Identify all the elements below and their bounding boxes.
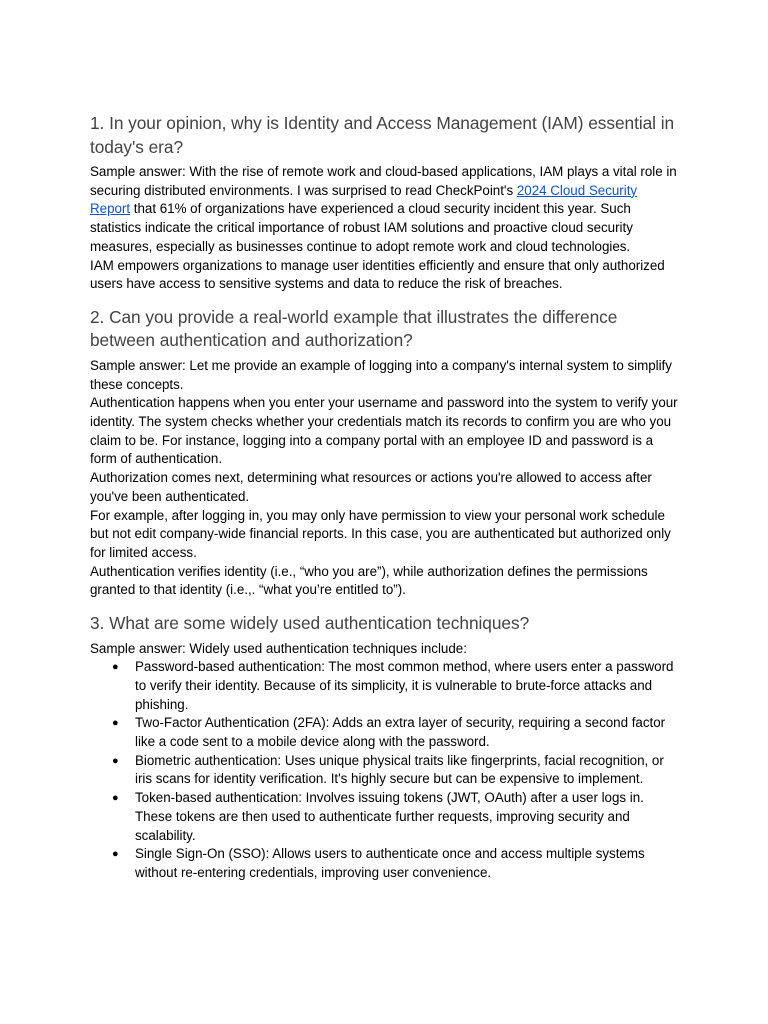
list-item [90, 845, 680, 882]
list-item-text: Two-Factor Authentication (2FA): Adds an extra layer of security, requiring a second factor like a code sent to a mobile device along with the password. [135, 715, 666, 750]
list-item-text: Token-based authentication: Involves issuing tokens (JWT, OAuth) after a user logs in. These tokens are then used to authenticate further requests, improving security and scalability. [135, 790, 644, 843]
bullet-icon: ● [112, 717, 119, 730]
question-3-section [90, 612, 680, 883]
list-item [90, 789, 680, 845]
question-1-answer-paragraph [90, 163, 680, 257]
answer-text: that 61% of organizations have experienced a cloud security incident this year. Such statistics indicate the critical importance of robust IAM solutions and proactive cloud security measures, especially as businesses continue to adopt remote work and cloud technologies. [90, 201, 633, 254]
question-1-paragraph-2: IAM empowers organizations to manage user identities efficiently and ensure that only authorized users have access to sensitive systems and data to reduce the risk of breaches. [90, 257, 665, 292]
question-2-heading: 2. Can you provide a real-world example that illustrates the difference between authentication and authorization? [90, 306, 618, 351]
authentication-techniques-list [90, 658, 680, 882]
question-2-paragraph: Sample answer: Let me provide an example of logging into a company's internal system to simplify these concepts. [90, 357, 672, 392]
question-1-section [90, 112, 680, 294]
question-2-paragraph: Authentication verifies identity (i.e., “who you are”), while authorization defines the permissions granted to that identity (i.e.,. “what you’re entitled to”). [90, 563, 648, 598]
list-item-text: Password-based authentication: The most common method, where users enter a password to verify their identity. Because of its simplicity, it is vulnerable to brute-force attacks and phishing. [135, 659, 674, 712]
question-2-paragraph: Authorization comes next, determining what resources or actions you're allowed to access after you've been authenticated. [90, 470, 652, 504]
list-item [90, 752, 680, 789]
bullet-icon: ● [112, 754, 119, 767]
question-1-heading: 1. In your opinion, why is Identity and Access Management (IAM) essential in today's era? [90, 113, 675, 157]
bullet-icon: ● [112, 792, 119, 805]
answer-text: Sample answer: With the rise of remote work and cloud-based applications, IAM plays a vital role in securing distributed environments. I was surprised to read CheckPoint's [90, 164, 677, 198]
question-2-section [90, 306, 680, 600]
list-item-text: Biometric authentication: Uses unique physical traits like fingerprints, facial recognition, or iris scans for identity verification. It's highly secure but can be expensive to implement. [135, 752, 664, 787]
cloud-security-report-link[interactable]: 2024 Cloud Security Report [90, 182, 638, 217]
bullet-icon: ● [112, 848, 119, 861]
bullet-icon: ● [112, 661, 119, 674]
list-item [90, 714, 680, 751]
question-2-paragraph: For example, after logging in, you may only have permission to view your personal work schedule but not edit company-wide financial reports. In this case, you are authenticated but authorized only for limited access. [90, 507, 671, 560]
question-2-paragraph: Authentication happens when you enter your username and password into the system to verify your identity. The system checks whether your credentials match its records to confirm you are who you claim to be. For instance, logging into a company portal with an employee ID and password is a form of authentication. [90, 395, 678, 467]
list-item [90, 658, 680, 714]
list-item-text: Single Sign-On (SSO): Allows users to authenticate once and access multiple systems without re-entering credentials, improving user convenience. [135, 846, 645, 880]
question-3-intro: Sample answer: Widely used authentication techniques include: [90, 640, 467, 656]
question-3-heading: 3. What are some widely used authentication techniques? [90, 613, 530, 634]
document-page [90, 112, 680, 883]
